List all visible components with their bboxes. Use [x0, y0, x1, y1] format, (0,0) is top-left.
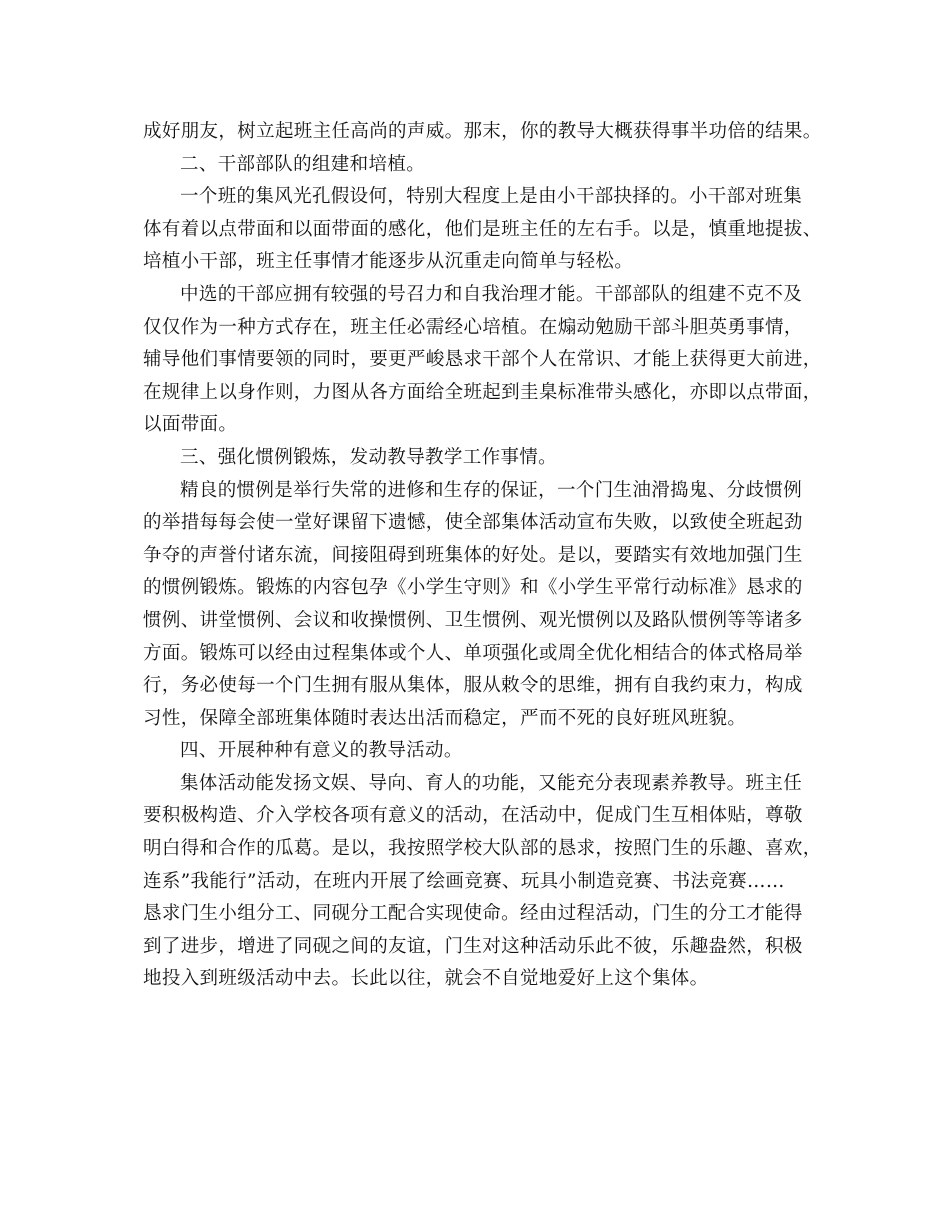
text-line: 到了进步，增进了同砚之间的友谊，门生对这种活动乐此不彼，乐趣盎然，积极	[143, 935, 803, 957]
text-line: 要积极构造、介入学校各项有意义的活动，在活动中，促成门生互相体贴，尊敬	[143, 805, 803, 827]
text-line: 辅导他们事情要领的同时，要更严峻恳求干部个人在常识、才能上获得更大前进，	[143, 349, 822, 371]
text-line: 争夺的声誉付诸东流，间接阻碍到班集体的好处。是以，要踏实有效地加强门生	[143, 544, 803, 566]
text-line: 地投入到班级活动中去。长此以往，就会不自觉地爱好上这个集体。	[143, 968, 709, 990]
text-line: 在规律上以身作则，力图从各方面给全班起到圭臬标准带头感化，亦即以点带面，	[143, 381, 822, 403]
text-line: 恳求门生小组分工、同砚分工配合实现使命。经由过程活动，门生的分工才能得	[143, 903, 803, 925]
text-line: 惯例、讲堂惯例、会议和收操惯例、卫生惯例、观光惯例以及路队惯例等等诸多	[143, 609, 803, 631]
text-line: 中选的干部应拥有较强的号召力和自我治理才能。干部部队的组建不克不及	[180, 283, 803, 305]
text-line: 以面带面。	[143, 414, 238, 436]
text-line: 方面。锻炼可以经由过程集体或个人、单项强化或周全优化相结合的体式格局举	[143, 642, 803, 664]
text-line: 精良的惯例是举行失常的进修和生存的保证，一个门生油滑捣鬼、分歧惯例	[180, 479, 803, 501]
text-line: 二、干部部队的组建和培植。	[180, 153, 426, 175]
text-line: 四、开展种种有意义的教导活动。	[180, 740, 463, 762]
text-line: 成好朋友，树立起班主任高尚的声威。那末，你的教导大概获得事半功倍的结果。	[143, 121, 822, 142]
text-line: 仅仅作为一种方式存在，班主任必需经心培植。在煽动勉励干部斗胆英勇事情，	[143, 316, 803, 338]
text-line: 明白得和合作的瓜葛。是以，我按照学校大队部的恳求，按照门生的乐趣、喜欢，	[143, 838, 822, 860]
document-body	[143, 116, 823, 996]
text-line: 集体活动能发扬文娱、导向、育人的功能，又能充分表现素养教导。班主任	[180, 772, 803, 794]
text-line: 培植小干部，班主任事情才能逐步从沉重走向简单与轻松。	[143, 251, 634, 273]
text-line: 连系”我能行”活动，在班内开展了绘画竞赛、玩具小制造竞赛、书法竞赛……	[143, 870, 785, 892]
text-line: 习性，保障全部班集体随时表达出活而稳定，严而不死的良好班风班貌。	[143, 707, 747, 729]
text-line: 一个班的集风光孔假设何，特别大程度上是由小干部抉择的。小干部对班集	[180, 186, 803, 208]
text-line: 的举措每每会使一堂好课留下遗憾，使全部集体活动宣布失败，以致使全班起劲	[143, 512, 803, 534]
text-line: 的惯例锻炼。锻炼的内容包孕《小学生守则》和《小学生平常行动标准》恳求的	[143, 577, 803, 599]
text-line: 体有着以点带面和以面带面的感化，他们是班主任的左右手。以是，慎重地提拔、	[143, 218, 822, 240]
text-line: 三、强化惯例锻炼，发动教导教学工作事情。	[180, 446, 558, 468]
text-line: 行，务必使每一个门生拥有服从集体，服从敕令的思维，拥有自我约束力，构成	[143, 675, 803, 697]
